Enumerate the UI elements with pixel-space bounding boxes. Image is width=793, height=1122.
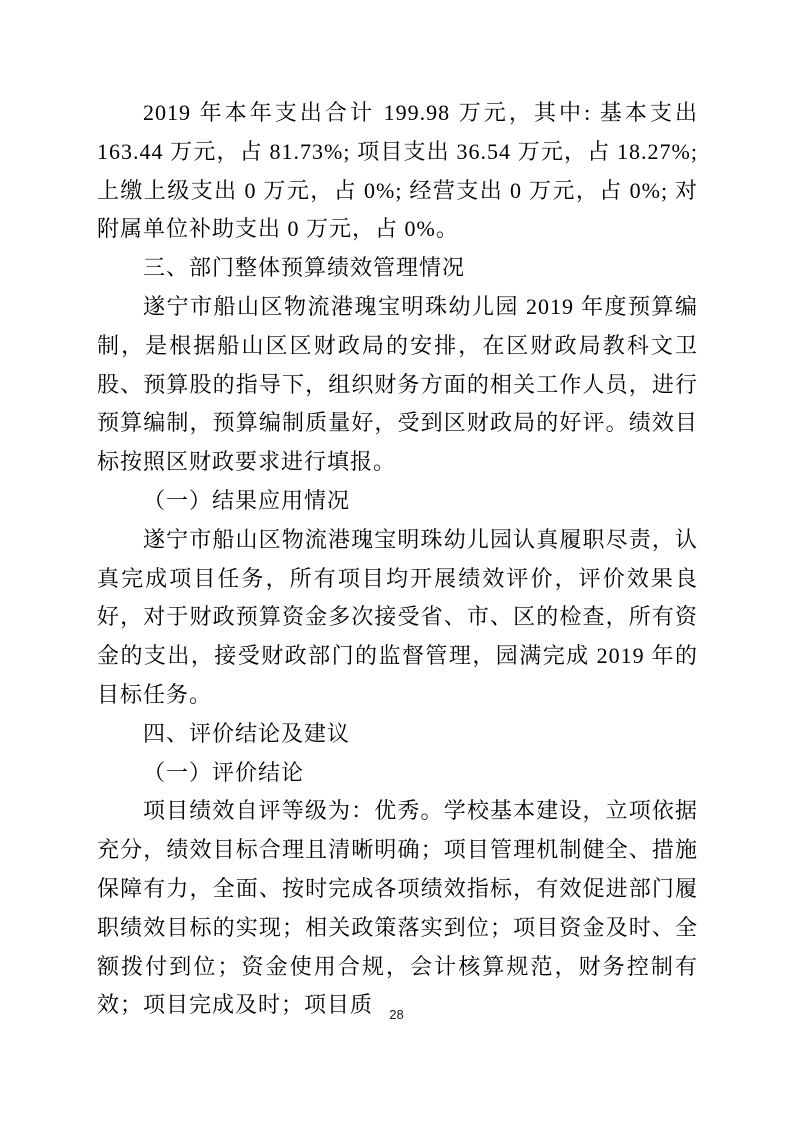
document-body (97, 94, 698, 1025)
subheading-result-application: （一）结果应用情况 (143, 487, 351, 513)
page-number: 28 (389, 1007, 404, 1022)
subheading-evaluation-conclusion: （一）评价结论 (143, 759, 305, 785)
paragraph-budget-preparation: 遂宁市船山区物流港瑰宝明珠幼儿园 2019 年度预算编制，是根据船山区区财政局的安排，在区财政局教科文卫股、预算股的指导下，组织财务方面的相关工作人员，进行预算编制，预算编制质量好，受到区财政局的好评。绩效目标按照区财政要求进行填报。 (97, 293, 698, 475)
paragraph-annual-expenditure: 2019 年本年支出合计 199.98 万元，其中: 基本支出 163.44 万元，占 81.73%; 项目支出 36.54 万元，占 18.27%; 上缴上级支出 0 万元，占 0%; 经营支出 0 万元，占 0%; 对附属单位补助支出 0 万元，占 0%。 (97, 100, 698, 242)
paragraph-evaluation-conclusion: 项目绩效自评等级为：优秀。学校基本建设，立项依据充分，绩效目标合理且清晰明确；项目管理机制健全、措施保障有力，全面、按时完成各项绩效指标，有效促进部门履职绩效目标的实现；相关政策落实到位；项目资金及时、全额拨付到位；资金使用合规，会计核算规范，财务控制有效；项目完成及时；项目质 (97, 798, 698, 1018)
heading-section-3-performance-management: 三、部门整体预算绩效管理情况 (143, 255, 466, 281)
heading-section-4-evaluation-conclusion-suggestions: 四、评价结论及建议 (143, 720, 351, 746)
paragraph-result-application: 遂宁市船山区物流港瑰宝明珠幼儿园认真履职尽责，认真完成项目任务，所有项目均开展绩效评价，评价效果良好，对于财政预算资金多次接受省、市、区的检查，所有资金的支出，接受财政部门的监督管理，园满完成 2019 年的目标任务。 (97, 526, 698, 707)
